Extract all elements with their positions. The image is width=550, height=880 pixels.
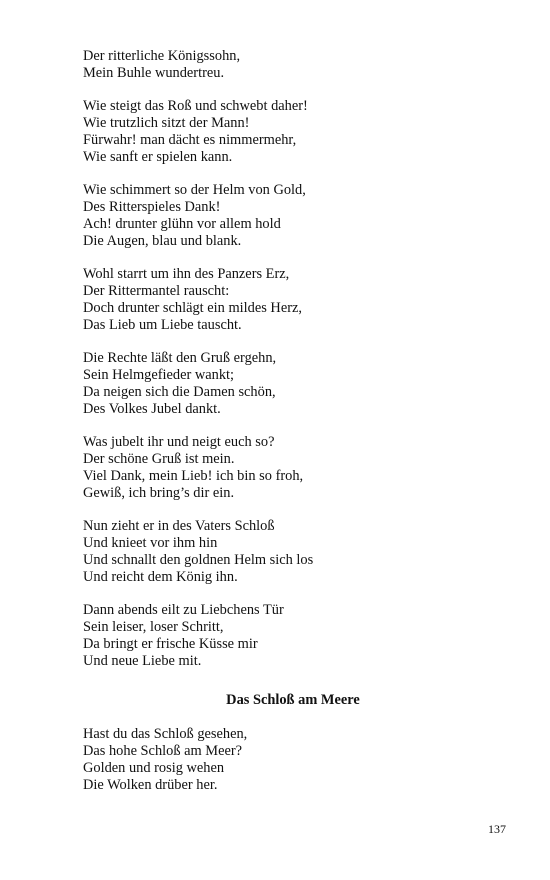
verse-line: Sein Helmgefieder wankt;: [83, 367, 235, 383]
verse-line: Der Rittermantel rauscht:: [83, 283, 230, 299]
stanza: [83, 602, 483, 670]
stanza: [83, 726, 483, 794]
stanza: [83, 48, 483, 82]
stanza: [83, 350, 483, 418]
verse-line: Wie schimmert so der Helm von Gold,: [83, 182, 306, 198]
stanza: [83, 434, 483, 502]
verse-line: Mein Buhle wundertreu.: [83, 65, 225, 81]
verse-line: Fürwahr! man dächt es nimmermehr,: [83, 132, 297, 148]
verse-line: Wie trutzlich sitzt der Mann!: [83, 115, 250, 131]
poem-title: Das Schloß am Meere: [226, 692, 360, 708]
verse-line: Ach! drunter glühn vor allem hold: [83, 216, 281, 232]
stanza: [83, 182, 483, 250]
verse-line: Wie sanft er spielen kann.: [83, 149, 233, 165]
verse-line: Wohl starrt um ihn des Panzers Erz,: [83, 266, 290, 282]
verse-line: Nun zieht er in des Vaters Schloß: [83, 518, 275, 534]
stanza: [83, 266, 483, 334]
verse-line: Der schöne Gruß ist mein.: [83, 451, 235, 467]
verse-line: Was jubelt ihr und neigt euch so?: [83, 434, 275, 450]
stanza: [83, 518, 483, 586]
verse-line: Doch drunter schlägt ein mildes Herz,: [83, 300, 302, 316]
verse-line: Die Rechte läßt den Gruß ergehn,: [83, 350, 277, 366]
verse-line: Und knieet vor ihm hin: [83, 535, 218, 551]
page-content: [83, 48, 483, 810]
verse-line: Das hohe Schloß am Meer?: [83, 743, 243, 759]
verse-line: Die Augen, blau und blank.: [83, 233, 242, 249]
verse-line: Da bringt er frische Küsse mir: [83, 636, 258, 652]
verse-line: Und reicht dem König ihn.: [83, 569, 238, 585]
poem-continued: [83, 48, 483, 670]
verse-line: Sein leiser, loser Schritt,: [83, 619, 224, 635]
verse-line: Hast du das Schloß gesehen,: [83, 726, 248, 742]
verse-line: Golden und rosig wehen: [83, 760, 225, 776]
verse-line: Dann abends eilt zu Liebchens Tür: [83, 602, 284, 618]
verse-line: Wie steigt das Roß und schwebt daher!: [83, 98, 308, 114]
verse-line: Und neue Liebe mit.: [83, 653, 202, 669]
verse-line: Und schnallt den goldnen Helm sich los: [83, 552, 314, 568]
verse-line: Des Ritterspieles Dank!: [83, 199, 221, 215]
page-number: 137: [488, 822, 506, 836]
verse-line: Die Wolken drüber her.: [83, 777, 218, 793]
stanza: [83, 98, 483, 166]
poem-new: [83, 726, 483, 794]
verse-line: Das Lieb um Liebe tauscht.: [83, 317, 242, 333]
verse-line: Da neigen sich die Damen schön,: [83, 384, 276, 400]
verse-line: Des Volkes Jubel dankt.: [83, 401, 221, 417]
verse-line: Der ritterliche Königssohn,: [83, 48, 241, 64]
verse-line: Gewiß, ich bring’s dir ein.: [83, 485, 235, 501]
verse-line: Viel Dank, mein Lieb! ich bin so froh,: [83, 468, 304, 484]
